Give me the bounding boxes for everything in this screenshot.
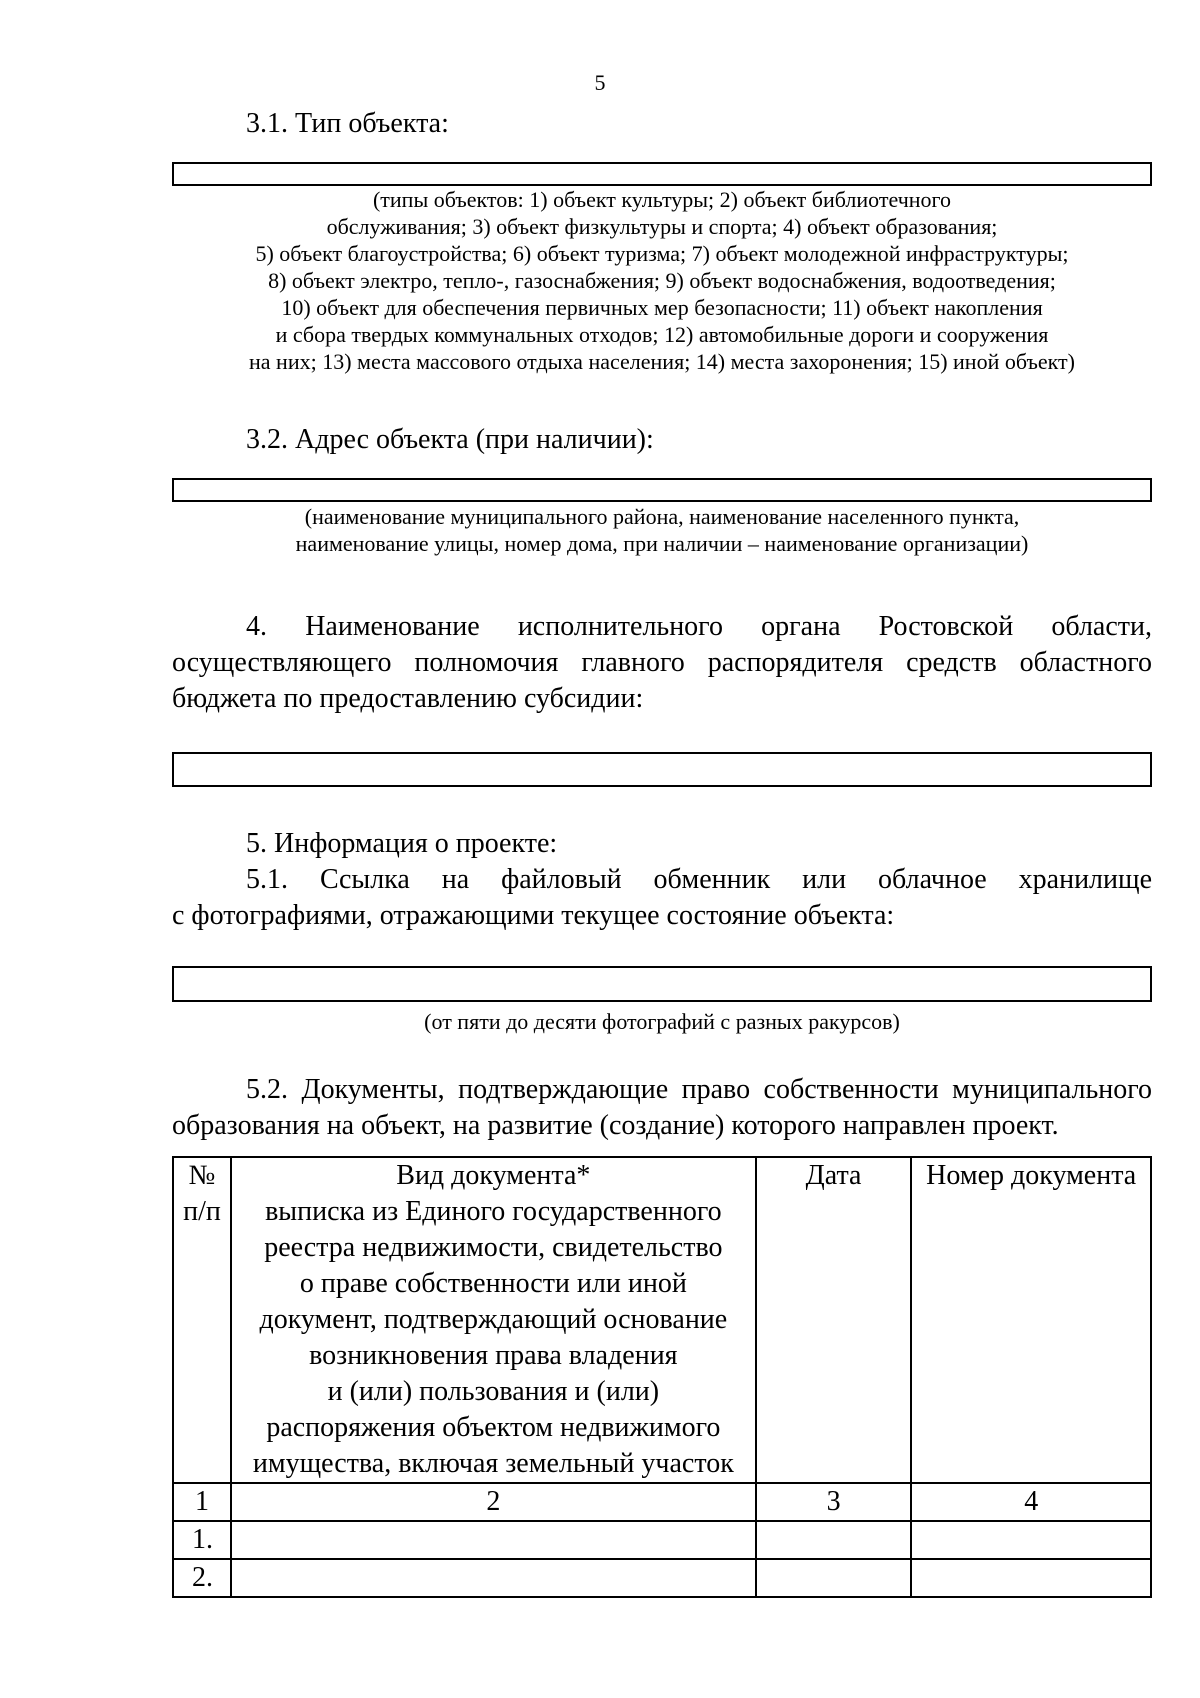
- paragraph-line: образования на объект, на развитие (создание) которого направлен проект.: [172, 1110, 1059, 1141]
- ownership-docs-table: [172, 1156, 1152, 1598]
- header-doc-type: [231, 1157, 756, 1483]
- header-line: №: [188, 1160, 216, 1191]
- heading-object-type: 3.1. Тип объекта:: [246, 108, 449, 139]
- header-line: Вид документа*: [396, 1160, 591, 1191]
- header-line: имущества, включая земельный участок: [252, 1448, 734, 1479]
- paragraph-line: бюджета по предоставлению субсидии:: [172, 683, 644, 714]
- table-row: [173, 1521, 1151, 1559]
- paragraph-line: 4. Наименование исполнительного органа Ростовской области,: [246, 611, 1152, 642]
- caption-line: (наименование муниципального района, наименование населенного пункта,: [304, 504, 1020, 529]
- object-address-field[interactable]: [172, 478, 1152, 502]
- table-row: [173, 1559, 1151, 1597]
- column-number: 2: [231, 1483, 756, 1521]
- caption-line: обслуживания; 3) объект физкультуры и спорта; 4) объект образования;: [326, 214, 998, 239]
- doc-number-cell[interactable]: [911, 1521, 1151, 1559]
- ownership-docs-paragraph: [172, 1072, 1152, 1144]
- doc-number-cell[interactable]: [911, 1559, 1151, 1597]
- caption-line: (типы объектов: 1) объект культуры; 2) объект библиотечного: [372, 187, 952, 212]
- object-address-caption: [172, 503, 1152, 557]
- paragraph-line: осуществляющего полномочия главного распорядителя средств областного: [172, 647, 1152, 678]
- authority-paragraph: [172, 609, 1152, 717]
- header-line: распоряжения объектом недвижимого: [266, 1412, 721, 1443]
- paragraph-line: 5.1. Ссылка на файловый обменник или облачное хранилище: [246, 864, 1152, 895]
- table-header-row: [173, 1157, 1151, 1483]
- page-number: 5: [594, 70, 606, 95]
- photo-link-paragraph: [172, 862, 1152, 934]
- paragraph-line: 5.2. Документы, подтверждающие право собственности муниципального: [246, 1074, 1152, 1105]
- header-line: выписка из Единого государственного: [265, 1196, 722, 1227]
- photo-link-field[interactable]: [172, 966, 1152, 1002]
- header-line: документ, подтверждающий основание: [259, 1304, 728, 1335]
- column-number: 3: [756, 1483, 912, 1521]
- caption-line: 10) объект для обеспечения первичных мер безопасности; 11) объект накопления: [281, 295, 1043, 320]
- header-line: о праве собственности или иной: [299, 1268, 687, 1299]
- row-number: 2.: [173, 1559, 231, 1597]
- object-type-caption: [172, 186, 1152, 375]
- header-line: п/п: [183, 1196, 221, 1227]
- header-line: возникновения права владения: [309, 1340, 678, 1371]
- header-line: и (или) пользования и (или): [327, 1376, 660, 1407]
- header-doc-number: Номер документа: [911, 1157, 1151, 1483]
- caption-line: наименование улицы, номер дома, при наличии – наименование организации): [295, 531, 1029, 556]
- header-line: реестра недвижимости, свидетельство: [264, 1232, 723, 1263]
- column-number: 1: [173, 1483, 231, 1521]
- caption-line: и сбора твердых коммунальных отходов; 12) автомобильные дороги и сооружения: [275, 322, 1049, 347]
- row-number: 1.: [173, 1521, 231, 1559]
- header-date: Дата: [756, 1157, 912, 1483]
- caption-line: на них; 13) места массового отдыха населения; 14) места захоронения; 15) иной объект): [249, 349, 1075, 374]
- photo-link-caption: (от пяти до десяти фотографий с разных ракурсов): [424, 1009, 900, 1034]
- heading-object-address: 3.2. Адрес объекта (при наличии):: [246, 424, 654, 455]
- header-number: [173, 1157, 231, 1483]
- date-cell[interactable]: [756, 1521, 912, 1559]
- authority-field[interactable]: [172, 752, 1152, 787]
- date-cell[interactable]: [756, 1559, 912, 1597]
- column-number: 4: [911, 1483, 1151, 1521]
- doc-type-cell[interactable]: [231, 1521, 756, 1559]
- paragraph-line: с фотографиями, отражающими текущее состояние объекта:: [172, 900, 895, 931]
- caption-line: 8) объект электро, тепло-, газоснабжения; 9) объект водоснабжения, водоотведения;: [268, 268, 1056, 293]
- caption-line: 5) объект благоустройства; 6) объект туризма; 7) объект молодежной инфраструктуры;: [255, 241, 1069, 266]
- column-number-row: [173, 1483, 1151, 1521]
- heading-project-info: 5. Информация о проекте:: [246, 828, 558, 859]
- object-type-field[interactable]: [172, 162, 1152, 186]
- doc-type-cell[interactable]: [231, 1559, 756, 1597]
